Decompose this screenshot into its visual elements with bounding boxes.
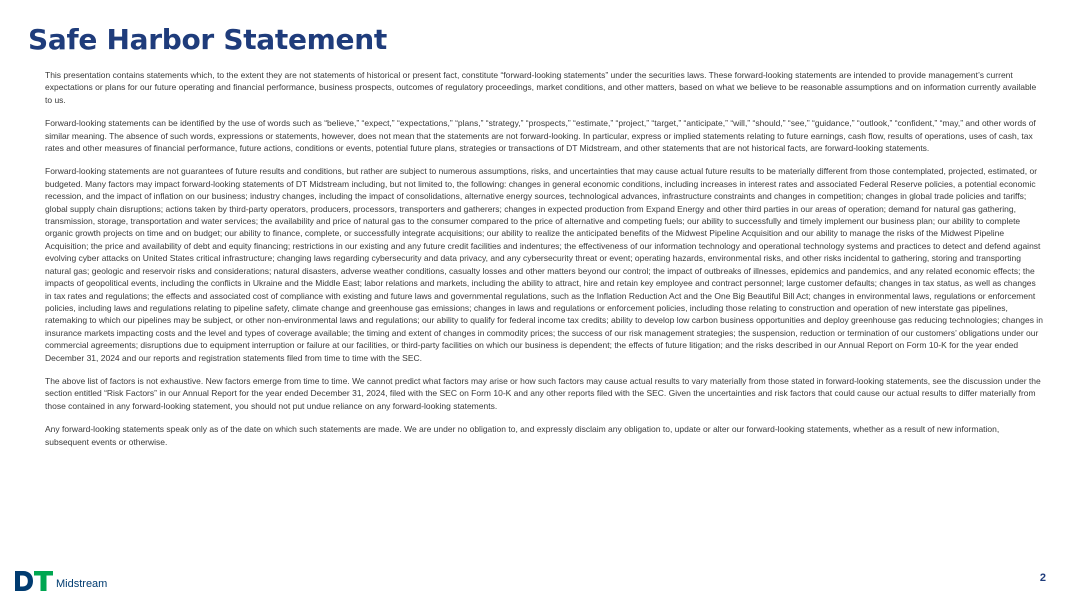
dt-logo-mark-icon (15, 571, 53, 591)
page-number: 2 (1039, 572, 1046, 584)
paragraph-intro: This presentation contains statements which, to the extent they are not statements of historical or present fact, constitute “forward-looking statements” under the securities laws. These forward-looking statements are intended to provide management’s current expectations or plans for our future operating and financial performance, business prospects, outcomes of regulatory proceedings, market conditions, and other matters, based on what we believe to be reasonable assumptions and on information currently available to us. (45, 70, 1037, 105)
logo-wordmark: Midstream (56, 578, 108, 590)
paragraph-no-obligation: Any forward-looking statements speak only as of the date on which such statements are made. We are under no obligation to, and expressly disclaim any obligation to, update or alter our forward-looking statements, whether as a result of new information, subsequent events or otherwise. (45, 424, 1000, 447)
dt-midstream-logo (15, 569, 107, 591)
paragraph-risk-factors: Forward-looking statements are not guarantees of future results and conditions, but rather are subject to numerous assumptions, risks, and uncertainties that may cause actual future results to be materially different from those contemplated, projected, estimated, or budgeted. Many factors may impact forward-looking statements of DT Midstream including, but not limited to, the following: changes in general economic conditions, including increases in interest rates and associated Federal Reserve policies, a potential economic recession, and the impact of inflation on our business; industry changes, including the impact of consolidations, alternative energy sources, technological advances, infrastructure constraints and changes in competition; changes in global trade policies and tariffs; global supply chain disruptions; actions taken by third-party operators, producers, processors, transporters and gatherers; changes in expected production from Expand Energy and other third parties in our areas of operation; demand for natural gas gathering, transmission, storage, transportation and water services; the availability and price of natural gas to the consumer compared to the price of alternative and competing fuels; our ability to successfully and timely implement our business plan; our ability to complete organic growth projects on time and on budget; our ability to finance, complete, or successfully integrate acquisitions; our ability to realize the anticipated benefits of the Midwest Pipeline Acquisition and our ability to manage the risks of the Midwest Pipeline Acquisition; the price and availability of debt and equity financing; restrictions in our existing and any future credit facilities and indentures; the effectiveness of our information technology and operational technology systems and practices to detect and defend against evolving cyber attacks on United States critical infrastructure; changing laws regarding cybersecurity and data privacy, and any cybersecurity threat or event; operating hazards, environmental risks, and other risks incidental to gathering, storing and transporting natural gas; geologic and reservoir risks and considerations; natural disasters, adverse weather conditions, casualty losses and other matters beyond our control; the impact of outbreaks of illnesses, epidemics and pandemics, and any related economic effects; the impacts of geopolitical events, including the conflicts in Ukraine and the Middle East; labor relations and markets, including the ability to attract, hire and retain key employee and contract personnel; large customer defaults; changes in tax status, as well as changes in tax rates and regulations; the effects and associated cost of compliance with existing and future laws and governmental regulations, such as the Inflation Reduction Act and the One Big Beautiful Bill Act; changes in environmental laws, regulations or enforcement policies, including laws and regulations relating to pipeline safety, climate change and greenhouse gas emissions; changes in laws and regulations or enforcement policies, including those relating to construction and operation of new interstate gas pipelines, ratemaking to which our pipelines may be subject, or other non-environmental laws and regulations; our ability to qualify for federal income tax credits; ability to develop low carbon business opportunities and deploy greenhouse gas reducing technologies; changes in insurance markets impacting costs and the level and types of coverage available; the timing and extent of changes in commodity prices; the success of our risk management strategies; the suspension, reduction or termination of our customers’ obligations under our commercial agreements; disruptions due to equipment interruption or failure at our facilities, or third-party facilities on which our business is dependent; the effects of future litigation; and the risks described in our Annual Report on Form 10-K for the year ended December 31, 2024 and our reports and registration statements filed from time to time with the SEC. (45, 166, 1043, 363)
paragraph-identification: Forward-looking statements can be identified by the use of words such as “believe,” “expect,” “expectations,” “plans,” “strategy,” “prospects,” “estimate,” “project,” “target,” “anticipate,” “will,” “should,” “see,” “guidance,” “outlook,” “confident,” “may,” and other words of similar meaning. The absence of such words, expressions or statements, however, does not mean that the statements are not forward-looking. In particular, express or implied statements relating to future earnings, cash flow, results of operations, uses of cash, tax rates and other measures of financial performance, future actions, conditions or events, potential future plans, strategies or transactions of DT Midstream, and other statements that are not historical facts, are forward-looking statements. (45, 118, 1036, 154)
page-title: Safe Harbor Statement (28, 23, 387, 56)
safe-harbor-body (45, 69, 1043, 448)
paragraph-not-exhaustive: The above list of factors is not exhaustive. New factors emerge from time to time. We cannot predict what factors may arise or how such factors may cause actual results to vary materially from those stated in forward-looking statements, see the discussion under the section entitled “Risk Factors” in our Annual Report for the year ended December 31, 2024, filed with the SEC on Form 10-K and any other reports filed with the SEC. Given the uncertainties and risk factors that could cause our actual results to differ materially from those contained in any forward-looking statement, you should not put undue reliance on any forward-looking statements. (45, 375, 1041, 411)
